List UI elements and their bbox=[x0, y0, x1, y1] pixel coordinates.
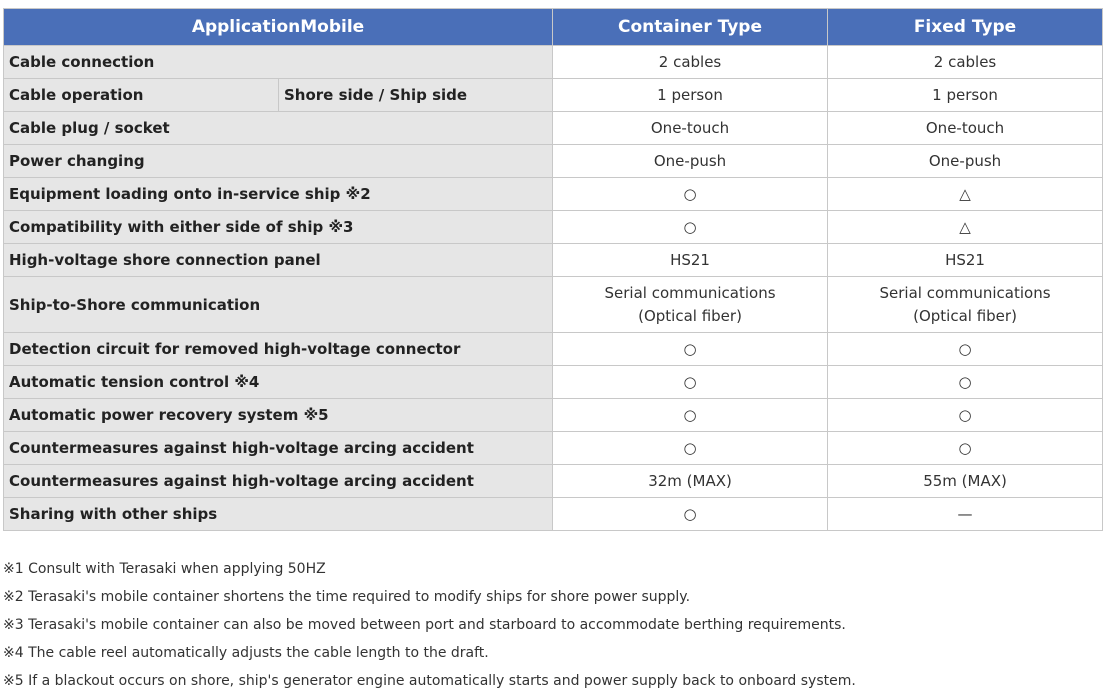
container-value-line2: (Optical fiber) bbox=[638, 306, 742, 325]
circle-icon: ○ bbox=[683, 504, 697, 523]
fixed-value bbox=[828, 277, 1103, 333]
fixed-value: HS21 bbox=[828, 244, 1103, 277]
container-value: One-touch bbox=[553, 112, 828, 145]
fixed-value: 1 person bbox=[828, 79, 1103, 112]
fixed-value bbox=[828, 366, 1103, 399]
table-row bbox=[4, 366, 1103, 399]
container-value bbox=[553, 277, 828, 333]
container-value: HS21 bbox=[553, 244, 828, 277]
row-label: Cable plug / socket bbox=[4, 112, 553, 145]
row-label: High-voltage shore connection panel bbox=[4, 244, 553, 277]
fixed-value-line1: Serial communications bbox=[879, 283, 1051, 302]
row-label: Sharing with other ships bbox=[4, 498, 553, 531]
row-label: Ship-to-Shore communication bbox=[4, 277, 553, 333]
row-label: Detection circuit for removed high-voltage connector bbox=[4, 333, 553, 366]
circle-icon: ○ bbox=[958, 438, 972, 457]
fixed-value bbox=[828, 178, 1103, 211]
header-container-type: Container Type bbox=[553, 9, 828, 46]
table-row bbox=[4, 79, 1103, 112]
footnote: ※4 The cable reel automatically adjusts the cable length to the draft. bbox=[3, 645, 489, 661]
row-label: Countermeasures against high-voltage arcing accident bbox=[4, 465, 553, 498]
footnote: ※2 Terasaki's mobile container shortens the time required to modify ships for shore power supply. bbox=[3, 589, 691, 605]
row-label: Equipment loading onto in-service ship ※2 bbox=[4, 178, 553, 211]
circle-icon: ○ bbox=[683, 217, 697, 236]
row-label: Automatic tension control ※4 bbox=[4, 366, 553, 399]
header-application: ApplicationMobile bbox=[4, 9, 553, 46]
table-row bbox=[4, 46, 1103, 79]
circle-icon: ○ bbox=[683, 184, 697, 203]
row-label: Power changing bbox=[4, 145, 553, 178]
dash-icon: — bbox=[957, 504, 973, 523]
fixed-value: 55m (MAX) bbox=[828, 465, 1103, 498]
table-row bbox=[4, 145, 1103, 178]
container-value bbox=[553, 399, 828, 432]
fixed-value: One-push bbox=[828, 145, 1103, 178]
table-row bbox=[4, 498, 1103, 531]
fixed-value-line2: (Optical fiber) bbox=[913, 306, 1017, 325]
container-value-line1: Serial communications bbox=[604, 283, 776, 302]
footnote: ※1 Consult with Terasaki when applying 50HZ bbox=[3, 561, 326, 577]
circle-icon: ○ bbox=[958, 372, 972, 391]
container-value: 2 cables bbox=[553, 46, 828, 79]
header-row bbox=[4, 9, 1103, 46]
triangle-icon: △ bbox=[959, 217, 971, 236]
table-row bbox=[4, 211, 1103, 244]
table-row bbox=[4, 432, 1103, 465]
circle-icon: ○ bbox=[683, 372, 697, 391]
row-label: Cable operation bbox=[4, 79, 279, 112]
fixed-value bbox=[828, 211, 1103, 244]
row-label: Cable connection bbox=[4, 46, 553, 79]
circle-icon: ○ bbox=[958, 339, 972, 358]
comparison-table bbox=[3, 8, 1103, 531]
table-row bbox=[4, 112, 1103, 145]
container-value: 1 person bbox=[553, 79, 828, 112]
circle-icon: ○ bbox=[958, 405, 972, 424]
fixed-value: One-touch bbox=[828, 112, 1103, 145]
row-sublabel: Shore side / Ship side bbox=[279, 79, 553, 112]
row-label: Countermeasures against high-voltage arcing accident bbox=[4, 432, 553, 465]
container-value bbox=[553, 211, 828, 244]
container-value bbox=[553, 178, 828, 211]
container-value bbox=[553, 333, 828, 366]
circle-icon: ○ bbox=[683, 438, 697, 457]
container-value bbox=[553, 498, 828, 531]
footnote: ※5 If a blackout occurs on shore, ship's generator engine automatically starts and power supply back to onboard system. bbox=[3, 673, 856, 689]
container-value bbox=[553, 366, 828, 399]
fixed-value bbox=[828, 333, 1103, 366]
footnotes bbox=[3, 555, 1103, 695]
triangle-icon: △ bbox=[959, 184, 971, 203]
circle-icon: ○ bbox=[683, 339, 697, 358]
table-row bbox=[4, 399, 1103, 432]
table-row bbox=[4, 333, 1103, 366]
table-row bbox=[4, 277, 1103, 333]
fixed-value bbox=[828, 399, 1103, 432]
footnote: ※3 Terasaki's mobile container can also be moved between port and starboard to accommodate berthing requirements. bbox=[3, 617, 846, 633]
row-label: Compatibility with either side of ship ※3 bbox=[4, 211, 553, 244]
table-row bbox=[4, 178, 1103, 211]
container-value: One-push bbox=[553, 145, 828, 178]
table-row bbox=[4, 244, 1103, 277]
header-fixed-type: Fixed Type bbox=[828, 9, 1103, 46]
container-value: 32m (MAX) bbox=[553, 465, 828, 498]
table-row bbox=[4, 465, 1103, 498]
circle-icon: ○ bbox=[683, 405, 697, 424]
container-value bbox=[553, 432, 828, 465]
fixed-value bbox=[828, 498, 1103, 531]
row-label: Automatic power recovery system ※5 bbox=[4, 399, 553, 432]
fixed-value: 2 cables bbox=[828, 46, 1103, 79]
fixed-value bbox=[828, 432, 1103, 465]
